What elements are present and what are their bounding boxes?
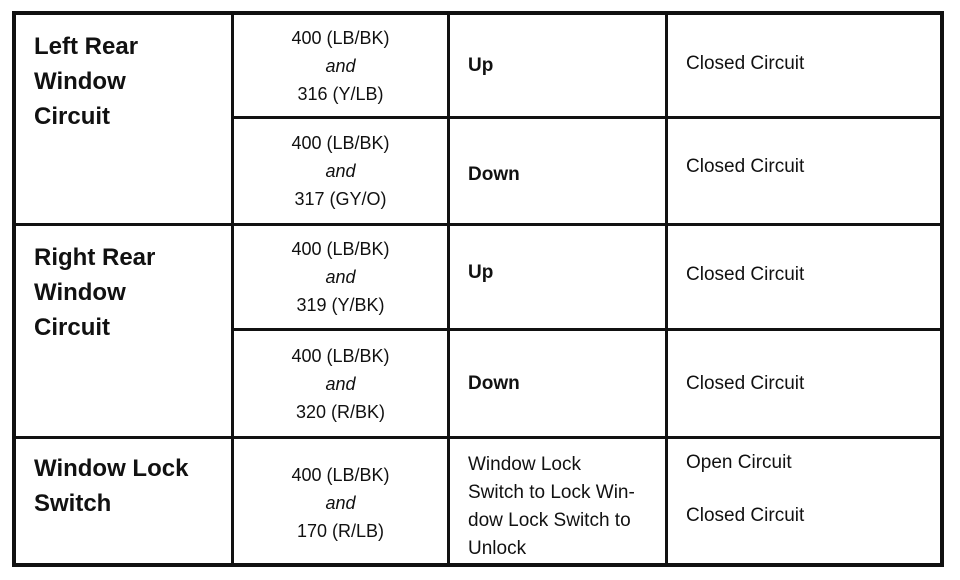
circuit-test-table [12,11,944,567]
wire-conjunction: and [325,373,356,394]
circuit-title-window-lock: Window Lock Switch [34,455,189,517]
test-result: Closed Circuit [686,264,805,285]
switch-position: Down [468,372,520,394]
wire-a: 400 (LB/BK) [291,345,390,366]
test-result-unlock: Closed Circuit [686,505,805,526]
test-result-group [668,439,944,567]
wire-a: 400 (LB/BK) [291,239,390,259]
circuit-title-left-rear: Left Rear Window Circuit [34,33,139,130]
wire-pair-cell [234,331,447,436]
test-result: Closed Circuit [686,156,805,177]
wire-conjunction: and [325,267,356,287]
wire-pair-cell [234,226,447,328]
wire-b: 170 (R/LB) [296,521,385,541]
wire-pair-cell [234,119,447,223]
test-result-lock: Open Circuit [686,452,792,473]
wire-b: 320 (R/BK) [295,401,386,422]
wire-a: 400 (LB/BK) [291,27,390,48]
wire-a: 400 (LB/BK) [291,465,390,485]
wire-conjunction: and [325,161,356,181]
wire-conjunction: and [325,493,356,513]
wire-b: 316 (Y/LB) [297,83,384,104]
circuit-title-right-rear: Right Rear Window Circuit [34,244,156,341]
switch-position: Up [468,262,494,283]
wire-b: 319 (Y/BK) [296,295,385,315]
switch-position: Down [468,164,520,185]
wire-a: 400 (LB/BK) [291,133,390,153]
test-result: Closed Circuit [686,53,805,74]
switch-position: Window Lock Switch to Lock Win- dow Lock Switch to Unlock [468,454,635,559]
test-result: Closed Circuit [686,373,805,394]
wire-conjunction: and [325,55,356,76]
wire-pair-cell [234,439,447,567]
switch-position: Up [468,54,494,76]
wire-pair-cell [234,15,447,116]
wire-b: 317 (GY/O) [294,189,387,209]
